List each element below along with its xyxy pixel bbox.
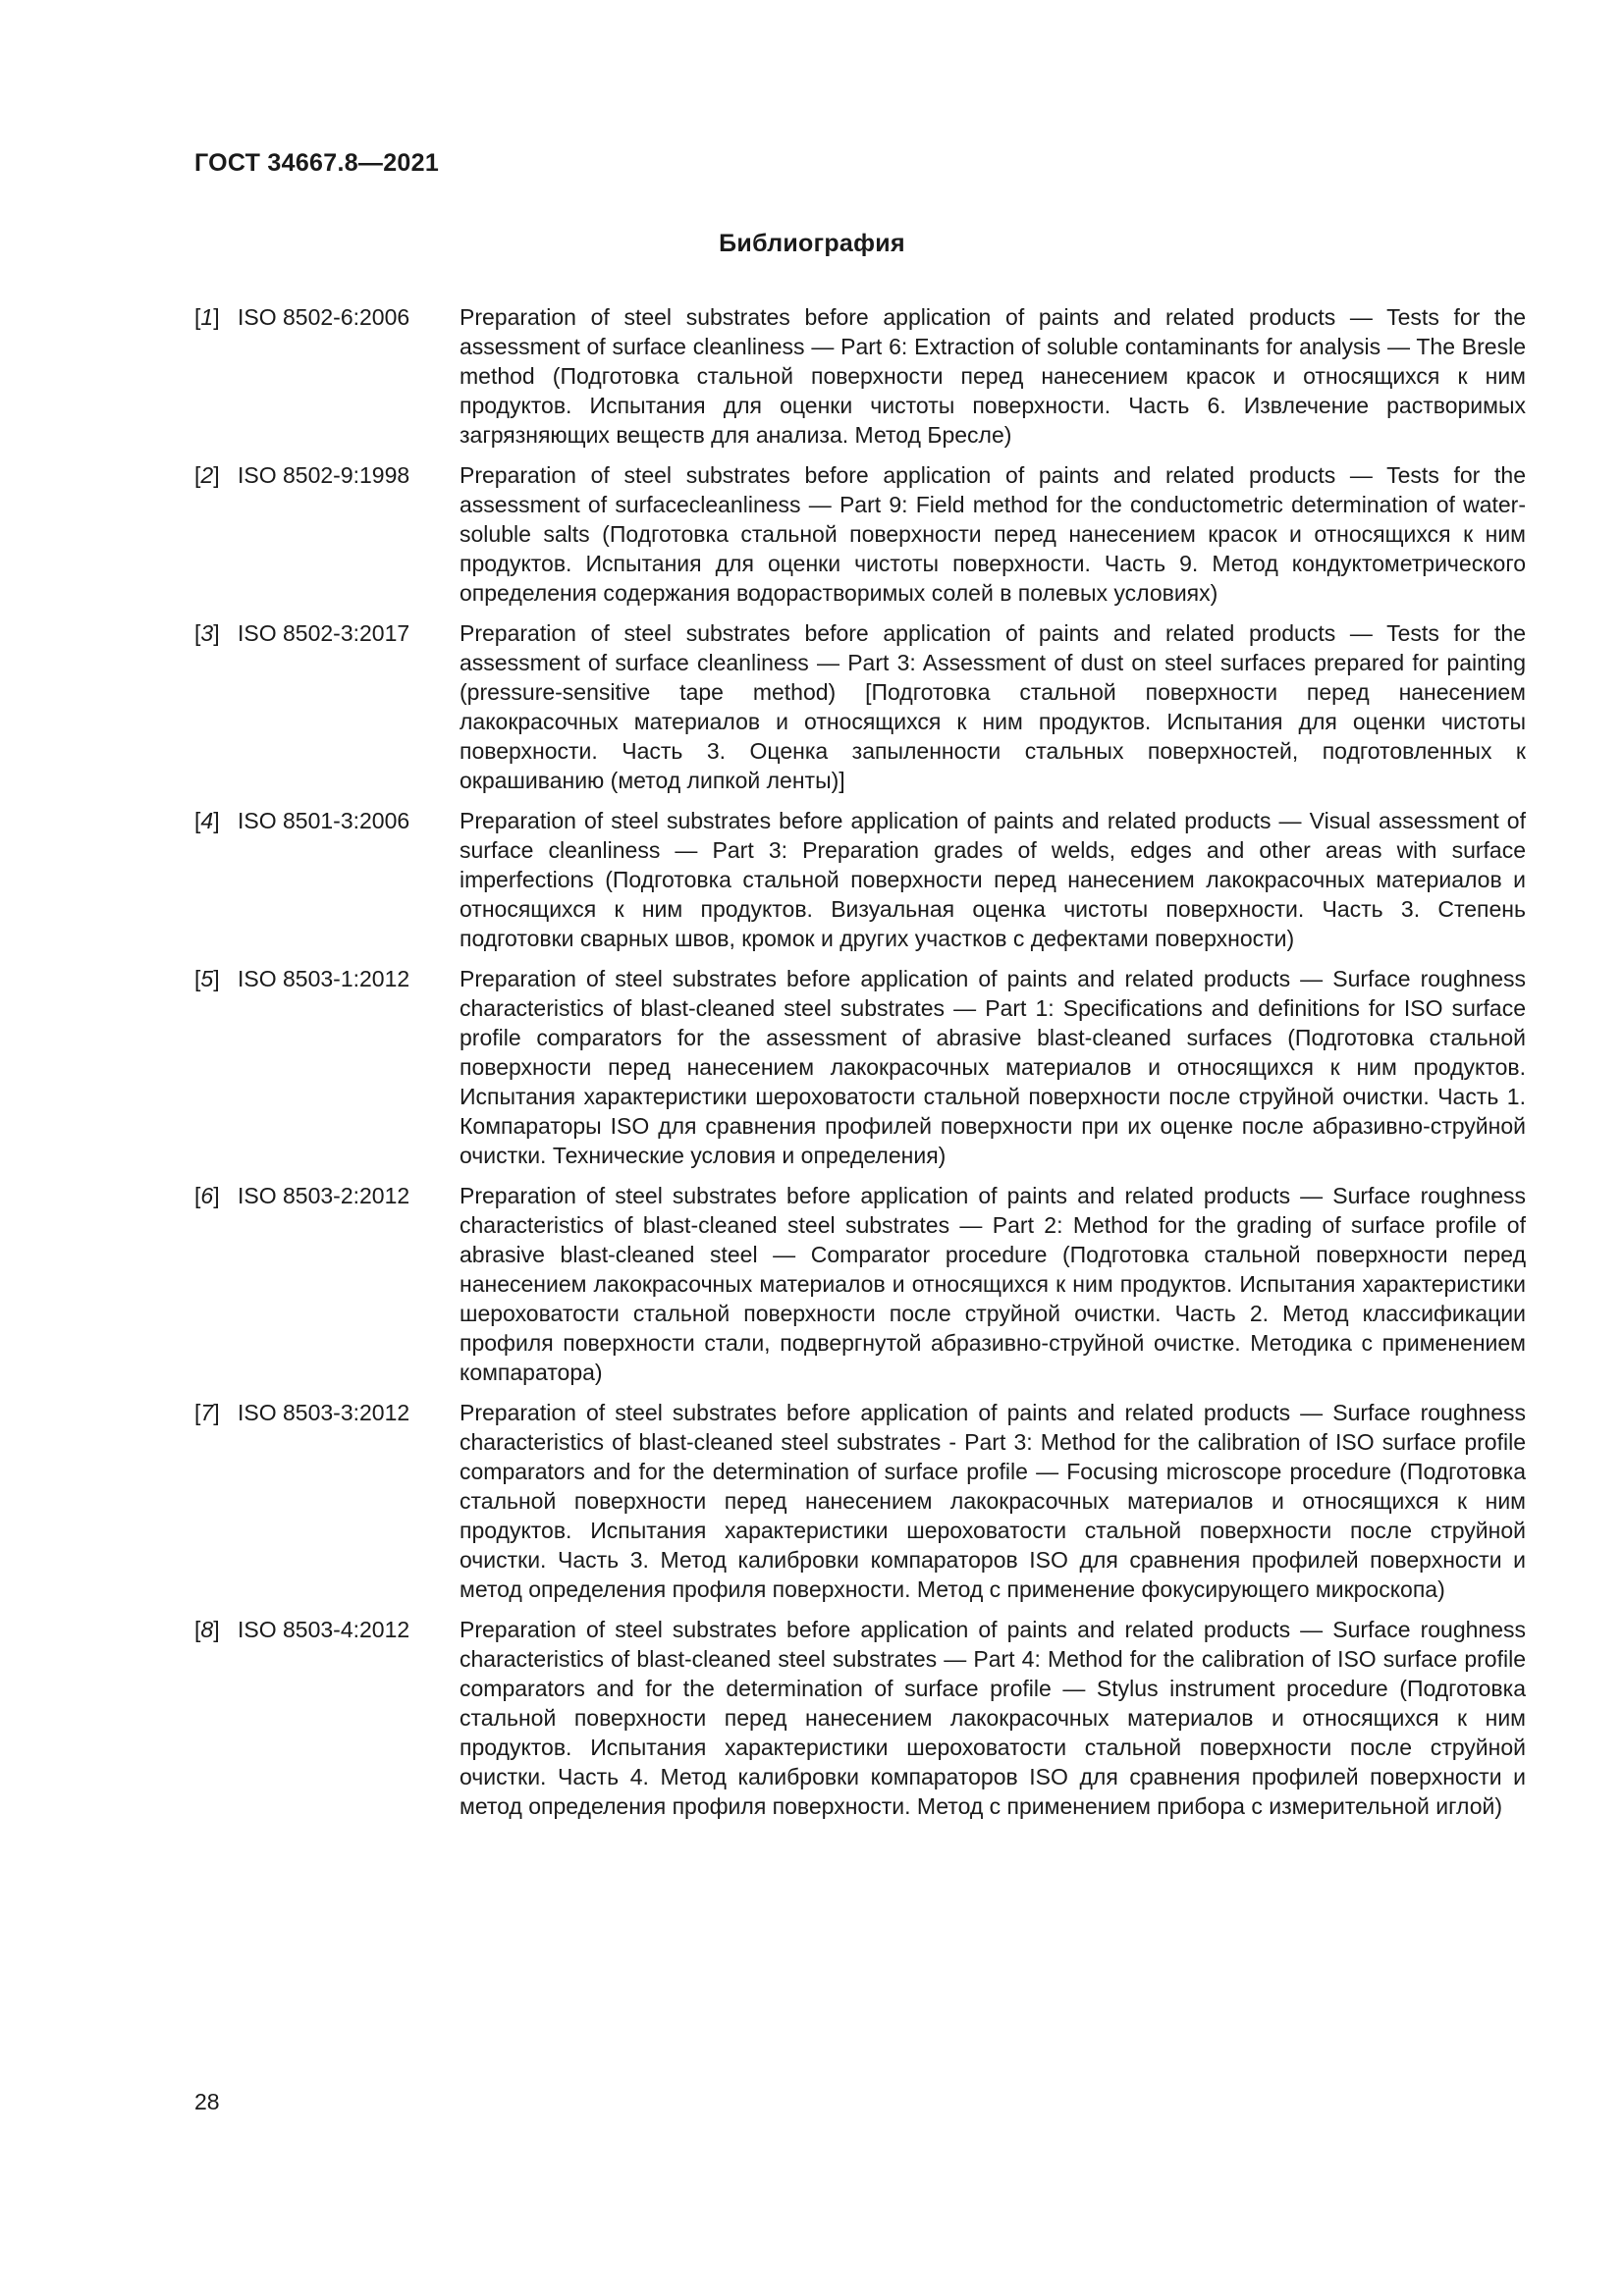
reference-text: Preparation of steel substrates before application of paints and related products — Surface roughness characteristics of blast-cleaned steel substrates — Part 4: Method for the calibration of ISO surface profile comparators and for the determination of surface profile — Stylus instrument procedure (Подготовка стальной поверхности перед нанесением лакокрасочных материалов и относящихся к ним продуктов. Испытания характеристики шероховатости стальной поверхности после струйной очистки. Часть 4. Метод калибровки компараторов ISO для сравнения профилей поверхности и метод определения профиля поверхности. Метод с применением прибора с измерительной иглой) (460, 1617, 1526, 1819)
reference-text: Preparation of steel substrates before application of paints and related products — Surface roughness characteristics of blast-cleaned steel substrates — Part 2: Method for the grading of surface profile of abrasive blast-cleaned steel — Comparator procedure (Подготовка стальной поверхности перед нанесением лакокрасочных материалов и относящихся к ним продуктов. Испытания характеристики шероховатости стальной поверхности после струйной очистки. Часть 2. Метод классификации профиля поверхности стали, подвергнутой абразивно-струйной очистке. Методика с применением компаратора) (460, 1183, 1526, 1385)
reference-number: [2] (194, 462, 220, 488)
bibliography-entry (194, 618, 1526, 795)
document-code: ГОСТ 34667.8—2021 (194, 149, 440, 177)
reference-code: ISO 8503-3:2012 (238, 1400, 410, 1425)
reference-number: [7] (194, 1400, 220, 1425)
bibliography-entry (194, 1398, 1526, 1604)
section-title: Библиография (719, 230, 905, 257)
reference-code: ISO 8502-3:2017 (238, 620, 410, 646)
reference-code: ISO 8503-2:2012 (238, 1183, 410, 1208)
bibliography-list (194, 302, 1526, 1832)
reference-code: ISO 8502-6:2006 (238, 304, 410, 330)
reference-code: ISO 8502-9:1998 (238, 462, 410, 488)
bibliography-entry (194, 964, 1526, 1170)
reference-number: [4] (194, 808, 220, 833)
reference-text: Preparation of steel substrates before application of paints and related products — Surface roughness characteristics of blast-cleaned steel substrates - Part 3: Method for the calibration of ISO surface profile comparators and for the determination of surface profile — Focusing microscope procedure (Подготовка стальной поверхности перед нанесением лакокрасочных материалов и относящихся к ним продуктов. Испытания характеристики шероховатости стальной поверхности после струйной очистки. Часть 3. Метод калибровки компараторов ISO для сравнения профилей поверхности и метод определения профиля поверхности. Метод с применение фокусирующего микроскопа) (460, 1400, 1526, 1602)
reference-text: Preparation of steel substrates before application of paints and related products — Tests for the assessment of surfacecleanliness — Part 9: Field method for the conductometric determination of water-soluble salts (Подготовка стальной поверхности перед нанесением красок и относящихся к ним продуктов. Испытания для оценки чистоты поверхности. Часть 9. Метод кондуктометрического определения содержания водорастворимых солей в полевых условиях) (460, 462, 1526, 606)
reference-code: ISO 8503-1:2012 (238, 966, 410, 991)
reference-code: ISO 8501-3:2006 (238, 808, 410, 833)
reference-number: [8] (194, 1617, 220, 1642)
reference-number: [6] (194, 1183, 220, 1208)
bibliography-entry (194, 302, 1526, 450)
reference-number: [3] (194, 620, 220, 646)
reference-number: [5] (194, 966, 220, 991)
reference-text: Preparation of steel substrates before application of paints and related products — Tests for the assessment of surface cleanliness — Part 3: Assessment of dust on steel surfaces prepared for painting (pressure-sensitive tape method) [Подготовка стальной поверхности перед нанесением лакокрасочных материалов и относящихся к ним продуктов. Испытания для оценки чистоты поверхности. Часть 3. Оценка запыленности стальных поверхностей, подготовленных к окрашиванию (метод липкой ленты)] (460, 620, 1526, 793)
bibliography-entry (194, 1615, 1526, 1821)
page-number: 28 (194, 2089, 220, 2114)
bibliography-entry (194, 460, 1526, 608)
reference-code: ISO 8503-4:2012 (238, 1617, 410, 1642)
bibliography-entry (194, 806, 1526, 953)
reference-number: [1] (194, 304, 220, 330)
reference-text: Preparation of steel substrates before application of paints and related products — Surface roughness characteristics of blast-cleaned steel substrates — Part 1: Specifications and definitions for ISO surface profile comparators for the assessment of abrasive blast-cleaned surfaces (Подготовка стальной поверхности перед нанесением лакокрасочных материалов и относящихся к ним продуктов. Испытания характеристики шероховатости стальной поверхности после струйной очистки. Часть 1. Компараторы ISO для сравнения профилей поверхности при их оценке после абразивно-струйной очистки. Технические условия и определения) (460, 966, 1526, 1168)
reference-text: Preparation of steel substrates before application of paints and related products — Visual assessment of surface cleanliness — Part 3: Preparation grades of welds, edges and other areas with surface imperfections (Подготовка стальной поверхности перед нанесением лакокрасочных материалов и относящихся к ним продуктов. Визуальная оценка чистоты поверхности. Часть 3. Степень подготовки сварных швов, кромок и других участков с дефектами поверхности) (460, 808, 1526, 951)
reference-text: Preparation of steel substrates before application of paints and related products — Tests for the assessment of surface cleanliness — Part 6: Extraction of soluble contaminants for analysis — The Bresle method (Подготовка стальной поверхности перед нанесением красок и относящихся к ним продуктов. Испытания для оценки чистоты поверхности. Часть 6. Извлечение растворимых загрязняющих веществ для анализа. Метод Бресле) (460, 304, 1526, 448)
bibliography-entry (194, 1181, 1526, 1387)
